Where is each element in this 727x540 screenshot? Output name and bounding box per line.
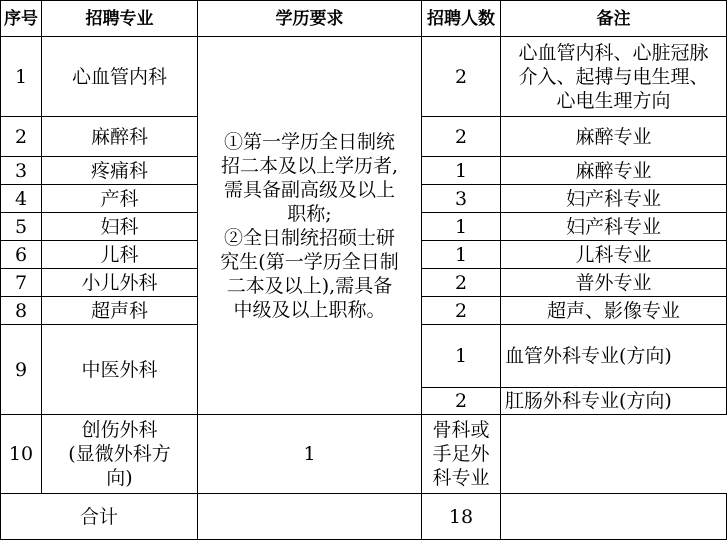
row-major: 小儿外科 [42,269,198,297]
requirement-line: 职称; [287,202,332,225]
row-count: 2 [422,388,501,415]
row-major: 儿科 [42,241,198,269]
row-count: 3 [422,185,501,213]
total-note-empty [501,494,727,540]
requirement-line: ②全日制统招硕士研 [223,226,395,249]
total-row [1,494,727,540]
row-note: 麻醉专业 [501,157,727,185]
row-note: 儿科专业 [501,241,727,269]
row-count: 2 [422,117,501,157]
row-no: 1 [1,37,42,117]
row-major: 麻醉科 [42,117,198,157]
row-no: 3 [1,157,42,185]
row-major: 产科 [42,185,198,213]
total-count: 18 [422,494,501,540]
row-no: 7 [1,269,42,297]
row-major: 超声科 [42,297,198,325]
requirement-line: 中级及以上职称。 [233,298,386,321]
row-note: 超声、影像专业 [501,297,727,325]
note-line: 心血管内科、心脏冠脉 [518,41,709,64]
row-major: 心血管内科 [42,37,198,117]
header-requirement: 学历要求 [198,1,422,37]
header-no: 序号 [1,1,42,37]
row-no: 4 [1,185,42,213]
major-line: 向) [106,467,133,489]
row-no: 8 [1,297,42,325]
row-count: 1 [422,213,501,241]
requirement-line: 招二本及以上学历者, [220,154,399,177]
row-no: 2 [1,117,42,157]
row-no: 6 [1,241,42,269]
total-label: 合计 [1,494,198,540]
row-note [501,37,727,117]
row-note: 血管外科专业(方向) [501,325,727,388]
row-major [42,415,198,494]
row-no: 9 [1,325,42,415]
requirement-line: ①第一学历全日制统 [223,130,395,153]
row-note: 肛肠外科专业(方向) [501,388,727,415]
requirement-cell [198,37,422,415]
table-row [1,37,727,117]
row-count: 1 [422,241,501,269]
row-note: 骨科或手足外科专业 [422,415,501,494]
requirement-line: 二本及以上),需具备 [226,274,393,297]
note-line: 心电生理方向 [556,89,671,112]
row-count: 2 [422,37,501,117]
table-row [1,415,727,494]
row-no: 10 [1,415,42,494]
header-row [1,1,727,37]
row-major: 疼痛科 [42,157,198,185]
header-major: 招聘专业 [42,1,198,37]
row-note: 普外专业 [501,269,727,297]
major-line: (显微外科方 [68,443,171,465]
requirement-line: 需具备副高级及以上 [223,178,395,201]
row-note: 妇产科专业 [501,213,727,241]
requirement-line: 究生(第一学历全日制 [220,250,399,273]
row-note: 妇产科专业 [501,185,727,213]
header-count: 招聘人数 [422,1,501,37]
major-line: 创伤外科 [81,419,158,441]
row-major: 中医外科 [42,325,198,415]
row-note: 麻醉专业 [501,117,727,157]
row-no: 5 [1,213,42,241]
row-count: 1 [422,325,501,388]
total-requirement-empty [198,494,422,540]
row-count: 1 [198,415,422,494]
header-note: 备注 [501,1,727,37]
note-line: 介入、起搏与电生理、 [518,65,709,88]
row-major: 妇科 [42,213,198,241]
row-count: 1 [422,157,501,185]
row-count: 2 [422,269,501,297]
row-count: 2 [422,297,501,325]
